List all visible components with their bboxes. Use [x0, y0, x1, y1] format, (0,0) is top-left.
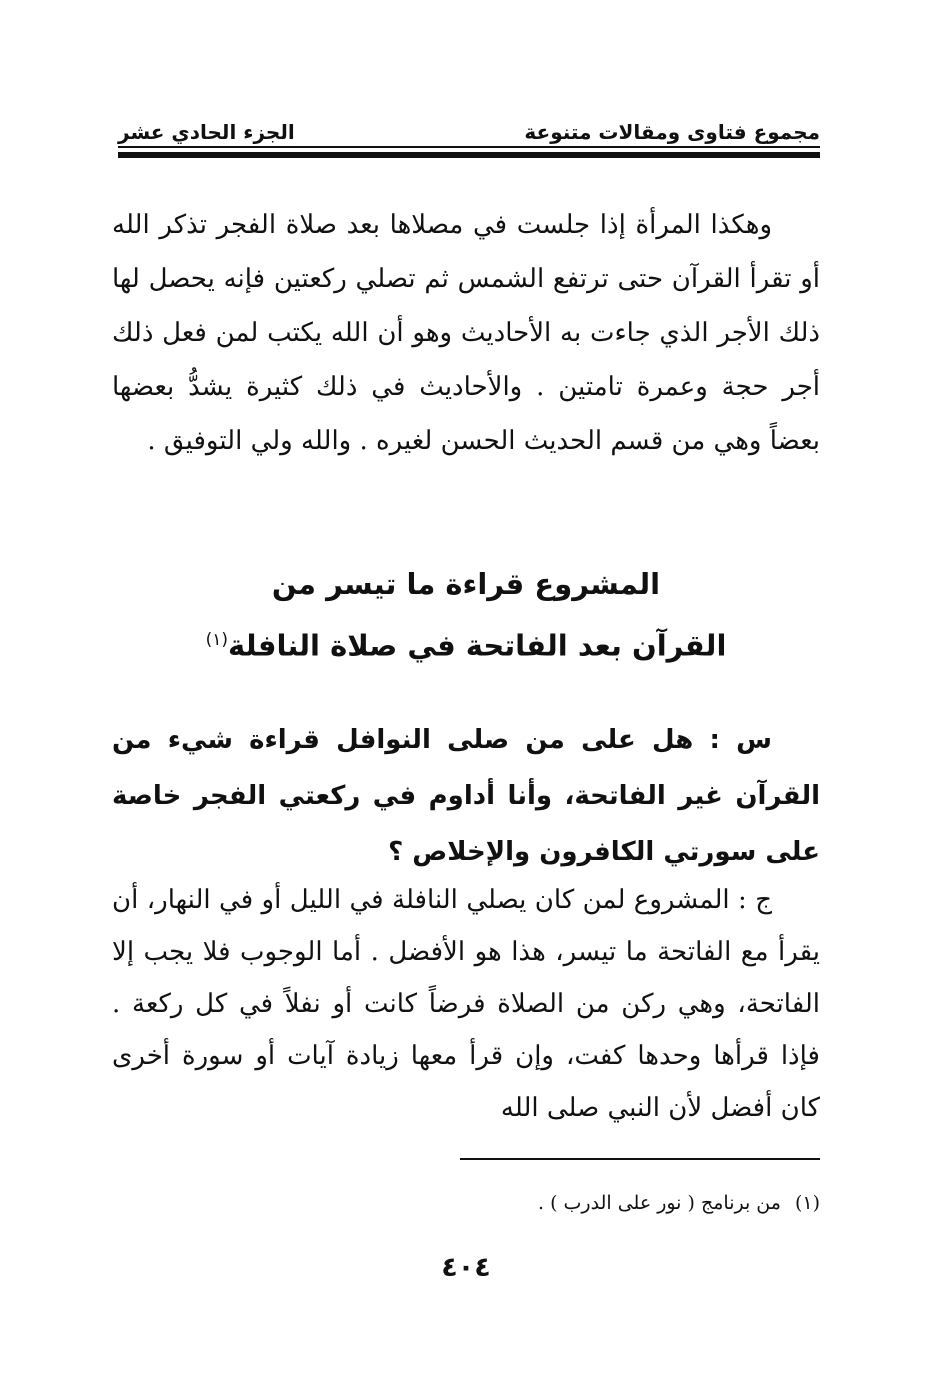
footnote-separator — [460, 1158, 820, 1160]
question-text: س : هل على من صلى النوافل قراءة شيء من القرآن غير الفاتحة، وأنا أداوم في ركعتي الفجر خاصة على سورتي الكافرون والإخلاص ؟ — [112, 725, 820, 867]
footnote-text: من برنامج ( نور على الدرب ) . — [538, 1192, 781, 1214]
header-volume: الجزء الحادي عشر — [118, 120, 295, 144]
section-title-line-1: المشروع قراءة ما تيسر من — [271, 567, 661, 601]
intro-paragraph: وهكذا المرأة إذا جلست في مصلاها بعد صلاة الفجر تذكر الله أو تقرأ القرآن حتى ترتفع الشمس ثم تصلي ركعتين فإنه يحصل لها ذلك الأجر الذي جاءت به الأحاديث وهو أن الله يكتب لمن فعل ذلك أجر حجة وعمرة تامتين . والأحاديث في ذلك كثيرة يشدُّ بعضها بعضاً وهي من قسم الحديث الحسن لغيره . والله ولي التوفيق . — [112, 210, 820, 456]
section-title — [112, 556, 820, 674]
footnote-reference: (١) — [205, 630, 229, 650]
intro-paragraph-block — [112, 198, 820, 468]
section-title-line-2-text: القرآن بعد الفاتحة في صلاة النافلة — [228, 628, 727, 663]
page-number: ٤٠٤ — [441, 1252, 491, 1283]
answer-block — [112, 874, 820, 1134]
running-header — [118, 112, 820, 144]
question-block — [112, 712, 820, 880]
header-rule-thin — [118, 146, 820, 148]
footnote — [112, 1188, 820, 1218]
footnote-number: (١) — [794, 1192, 820, 1214]
section-title-line-2 — [112, 612, 820, 674]
answer-text: ج : المشروع لمن كان يصلي النافلة في الليل أو في النهار، أن يقرأ مع الفاتحة ما تيسر، هذا هو الأفضل . أما الوجوب فلا يجب إلا الفاتحة، وهي ركن من الصلاة فرضاً كانت أو نفلاً في كل ركعة . فإذا قرأها وحدها كفت، وإن قرأ معها زيادة آيات أو سورة أخرى كان أفضل لأن النبي صلى الله — [112, 885, 820, 1123]
header-book-title: مجموع فتاوى ومقالات متنوعة — [524, 120, 820, 144]
header-rule-thick — [118, 152, 820, 158]
